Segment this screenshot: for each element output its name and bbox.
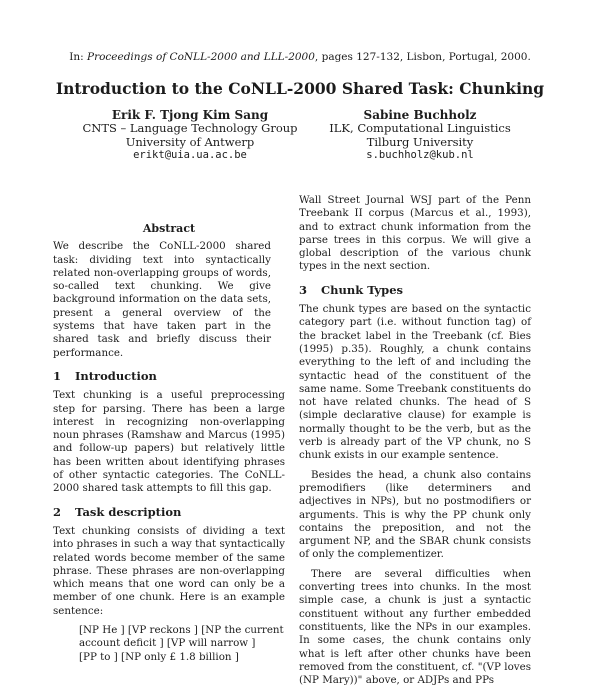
example-sentence (53, 624, 285, 664)
section-heading-introduction (53, 370, 285, 383)
author-name: Erik F. Tjong Kim Sang (111, 108, 269, 122)
example-line: account deficit ] [VP will narrow ] (79, 637, 256, 650)
header-venue: Proceedings of CoNLL-2000 and LLL-2000 (87, 51, 315, 63)
author-email: s.buchholz@kub.nl (366, 148, 474, 161)
chunk-types-paragraph-3: There are several difficulties when converting trees into chunks. In the most simple case, a chunk is just a syntactic constituent without any further embedded constituents, like the NPs in our examples. In some cases, the chunk contains only what is left after other chunks have been removed from the constituent, cf. "(VP loves (NP Mary))" above, or ADJPs and PPs (299, 567, 531, 687)
abstract-text: We describe the CoNLL-2000 shared task: dividing text into syntactically related non-overlapping groups of words, so-called text chunking. We give background information on the data sets, present a general overview of the systems that have taken part in the shared task and briefly discuss their performance. (53, 240, 271, 359)
example-line: [NP He ] [VP reckons ] [NP the current (79, 624, 284, 637)
author-affiliation: ILK, Computational Linguistics (329, 121, 511, 136)
example-line: [PP to ] [NP only £ 1.8 billion ] (79, 650, 239, 663)
abstract-title: Abstract (142, 222, 196, 235)
task-description-text: Text chunking consists of dividing a text into phrases in such a way that syntactically related words become member of the same phrase. These phrases are non-overlapping which means that one word can only be a member of one chunk. Here is an example sentence: (53, 524, 285, 617)
author-block-1 (80, 109, 300, 162)
introduction-text: Text chunking is a useful preprocessing step for parsing. There has been a large interest in recognizing non-overlapping noun phrases (Ramshaw and Marcus (1995) and follow-up papers) but relatively little has been written about identifying phrases of other syntactic categories. The CoNLL-2000 shared task attempts to fill this gap. (53, 389, 285, 495)
author-name: Sabine Buchholz (363, 108, 477, 122)
paper-title: Introduction to the CoNLL-2000 Shared Task: Chunking (55, 79, 545, 98)
section-title: Task description (75, 504, 182, 519)
chunk-types-paragraph-2: Besides the head, a chunk also contains premodifiers (like determiners and adjectives in NPs), but no postmodifiers or arguments. This is why the PP chunk only contains the preposition, and not the argument NP, and the SBAR chunk consists of only the complementizer. (299, 468, 531, 561)
section-heading-chunk-types (299, 284, 531, 297)
author-block-2 (300, 109, 540, 162)
abstract (53, 222, 285, 360)
section-number: 2 (53, 504, 62, 519)
author-affiliation: CNTS – Language Technology Group (82, 121, 298, 136)
task-continued-text: Wall Street Journal WSJ part of the Penn Treebank II corpus (Marcus et al., 1993), and to extract chunk information from the parse trees in this corpus. We will give a global description of the various chunk types in the next section. (299, 194, 531, 273)
author-institution: University of Antwerp (125, 134, 255, 149)
left-column (53, 222, 285, 664)
section-number: 3 (299, 282, 308, 297)
section-title: Chunk Types (321, 282, 404, 297)
header-prefix: In: (69, 51, 87, 63)
header-suffix: , pages 127-132, Lisbon, Portugal, 2000. (314, 51, 531, 63)
section-title: Introduction (75, 368, 157, 383)
chunk-types-paragraph-1: The chunk types are based on the syntactic category part (i.e. without function tag) of the bracket label in the Treebank (cf. Bies (1995) p.35). Roughly, a chunk contains everything to the left of and including the syntactic head of the constituent of the same name. Some Treebank constituents do not have related chunks. The head of S (simple declarative clause) for example is normally thought to be the verb, but as the verb is already part of the VP chunk, no S chunk exists in our example sentence. (299, 303, 531, 462)
right-column (299, 194, 531, 687)
section-heading-task-description (53, 506, 285, 519)
author-email: erikt@uia.ua.ac.be (133, 148, 247, 161)
publication-header (0, 51, 600, 64)
section-number: 1 (53, 368, 62, 383)
author-institution: Tilburg University (366, 134, 474, 149)
